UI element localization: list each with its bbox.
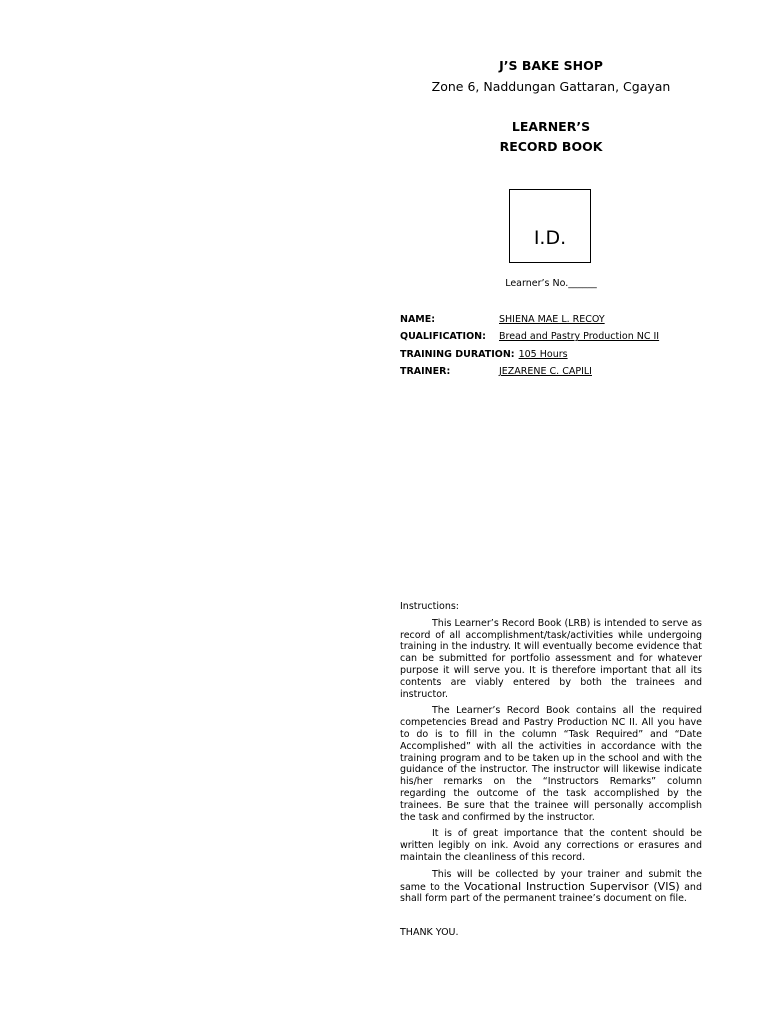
id-photo-label: I.D. [533,227,567,249]
trainer-value: JEZARENE C. CAPILI [499,366,592,378]
id-photo-box [509,189,591,263]
thank-you: THANK YOU. [400,927,459,939]
instructions-paragraph-3: It is of great importance that the content should be written legibly on ink. Avoid any corrections or erasures and maintain the cleanliness of this record. [400,828,702,863]
info-row-duration [400,346,702,363]
learner-number-field: Learner’s No.______ [505,278,597,289]
paragraph-4-start: This will be collected by your trainer and submit the same to the [400,868,702,893]
duration-label: TRAINING DURATION: [400,348,515,360]
instructions-paragraph-2: The Learner’s Record Book contains all the required competencies Bread and Pastry Production NC II. All you have to do is to fill in the column “Task Required” and “Date Accomplished” with all the activities in accordance with the training program and to be taken up in the school and with the guidance of the instructor. The instructor will likewise indicate his/her remarks on the “Instructors Remarks” column regarding the outcome of the task accomplished by the trainees. Be sure that the trainee will personally accomplish the task and confirmed by the instructor. [400,705,702,823]
title-line-2: RECORD BOOK [499,139,603,154]
qualification-label: QUALIFICATION: [400,331,486,343]
vis-text: Vocational Instruction Supervisor (VIS) [464,879,680,893]
duration-value: 105 Hours [518,348,568,360]
shop-address: Zone 6, Naddungan Gattaran, Cgayan [431,79,671,94]
instructions-paragraph-4 [400,869,702,905]
instructions-paragraph-1: This Learner’s Record Book (LRB) is intended to serve as record of all accomplishment/task/activities while undergoing training in the industry. It will eventually become evidence that can be submitted for portfolio assessment and for whatever purpose it will serve you. It is therefore important that all its contents are viably entered by both the trainees and instructor. [400,617,702,700]
name-label: NAME: [400,314,436,326]
instructions-heading: Instructions: [400,601,459,612]
info-row-qualification [400,328,702,345]
paragraph-4-end: and shall form part of the permanent trainee’s document on file. [400,881,702,905]
shop-name: J’S BAKE SHOP [499,58,603,73]
trainer-label: TRAINER: [400,366,451,378]
document-title [400,117,702,157]
instructions-section [400,601,702,944]
document-header [400,58,702,157]
info-row-name [400,311,702,328]
info-row-trainer [400,363,702,380]
name-value: SHIENA MAE L. RECOY [499,314,605,326]
learner-info [400,311,702,380]
title-line-1: LEARNER’S [511,119,591,134]
qualification-value: Bread and Pastry Production NC II [499,331,660,343]
